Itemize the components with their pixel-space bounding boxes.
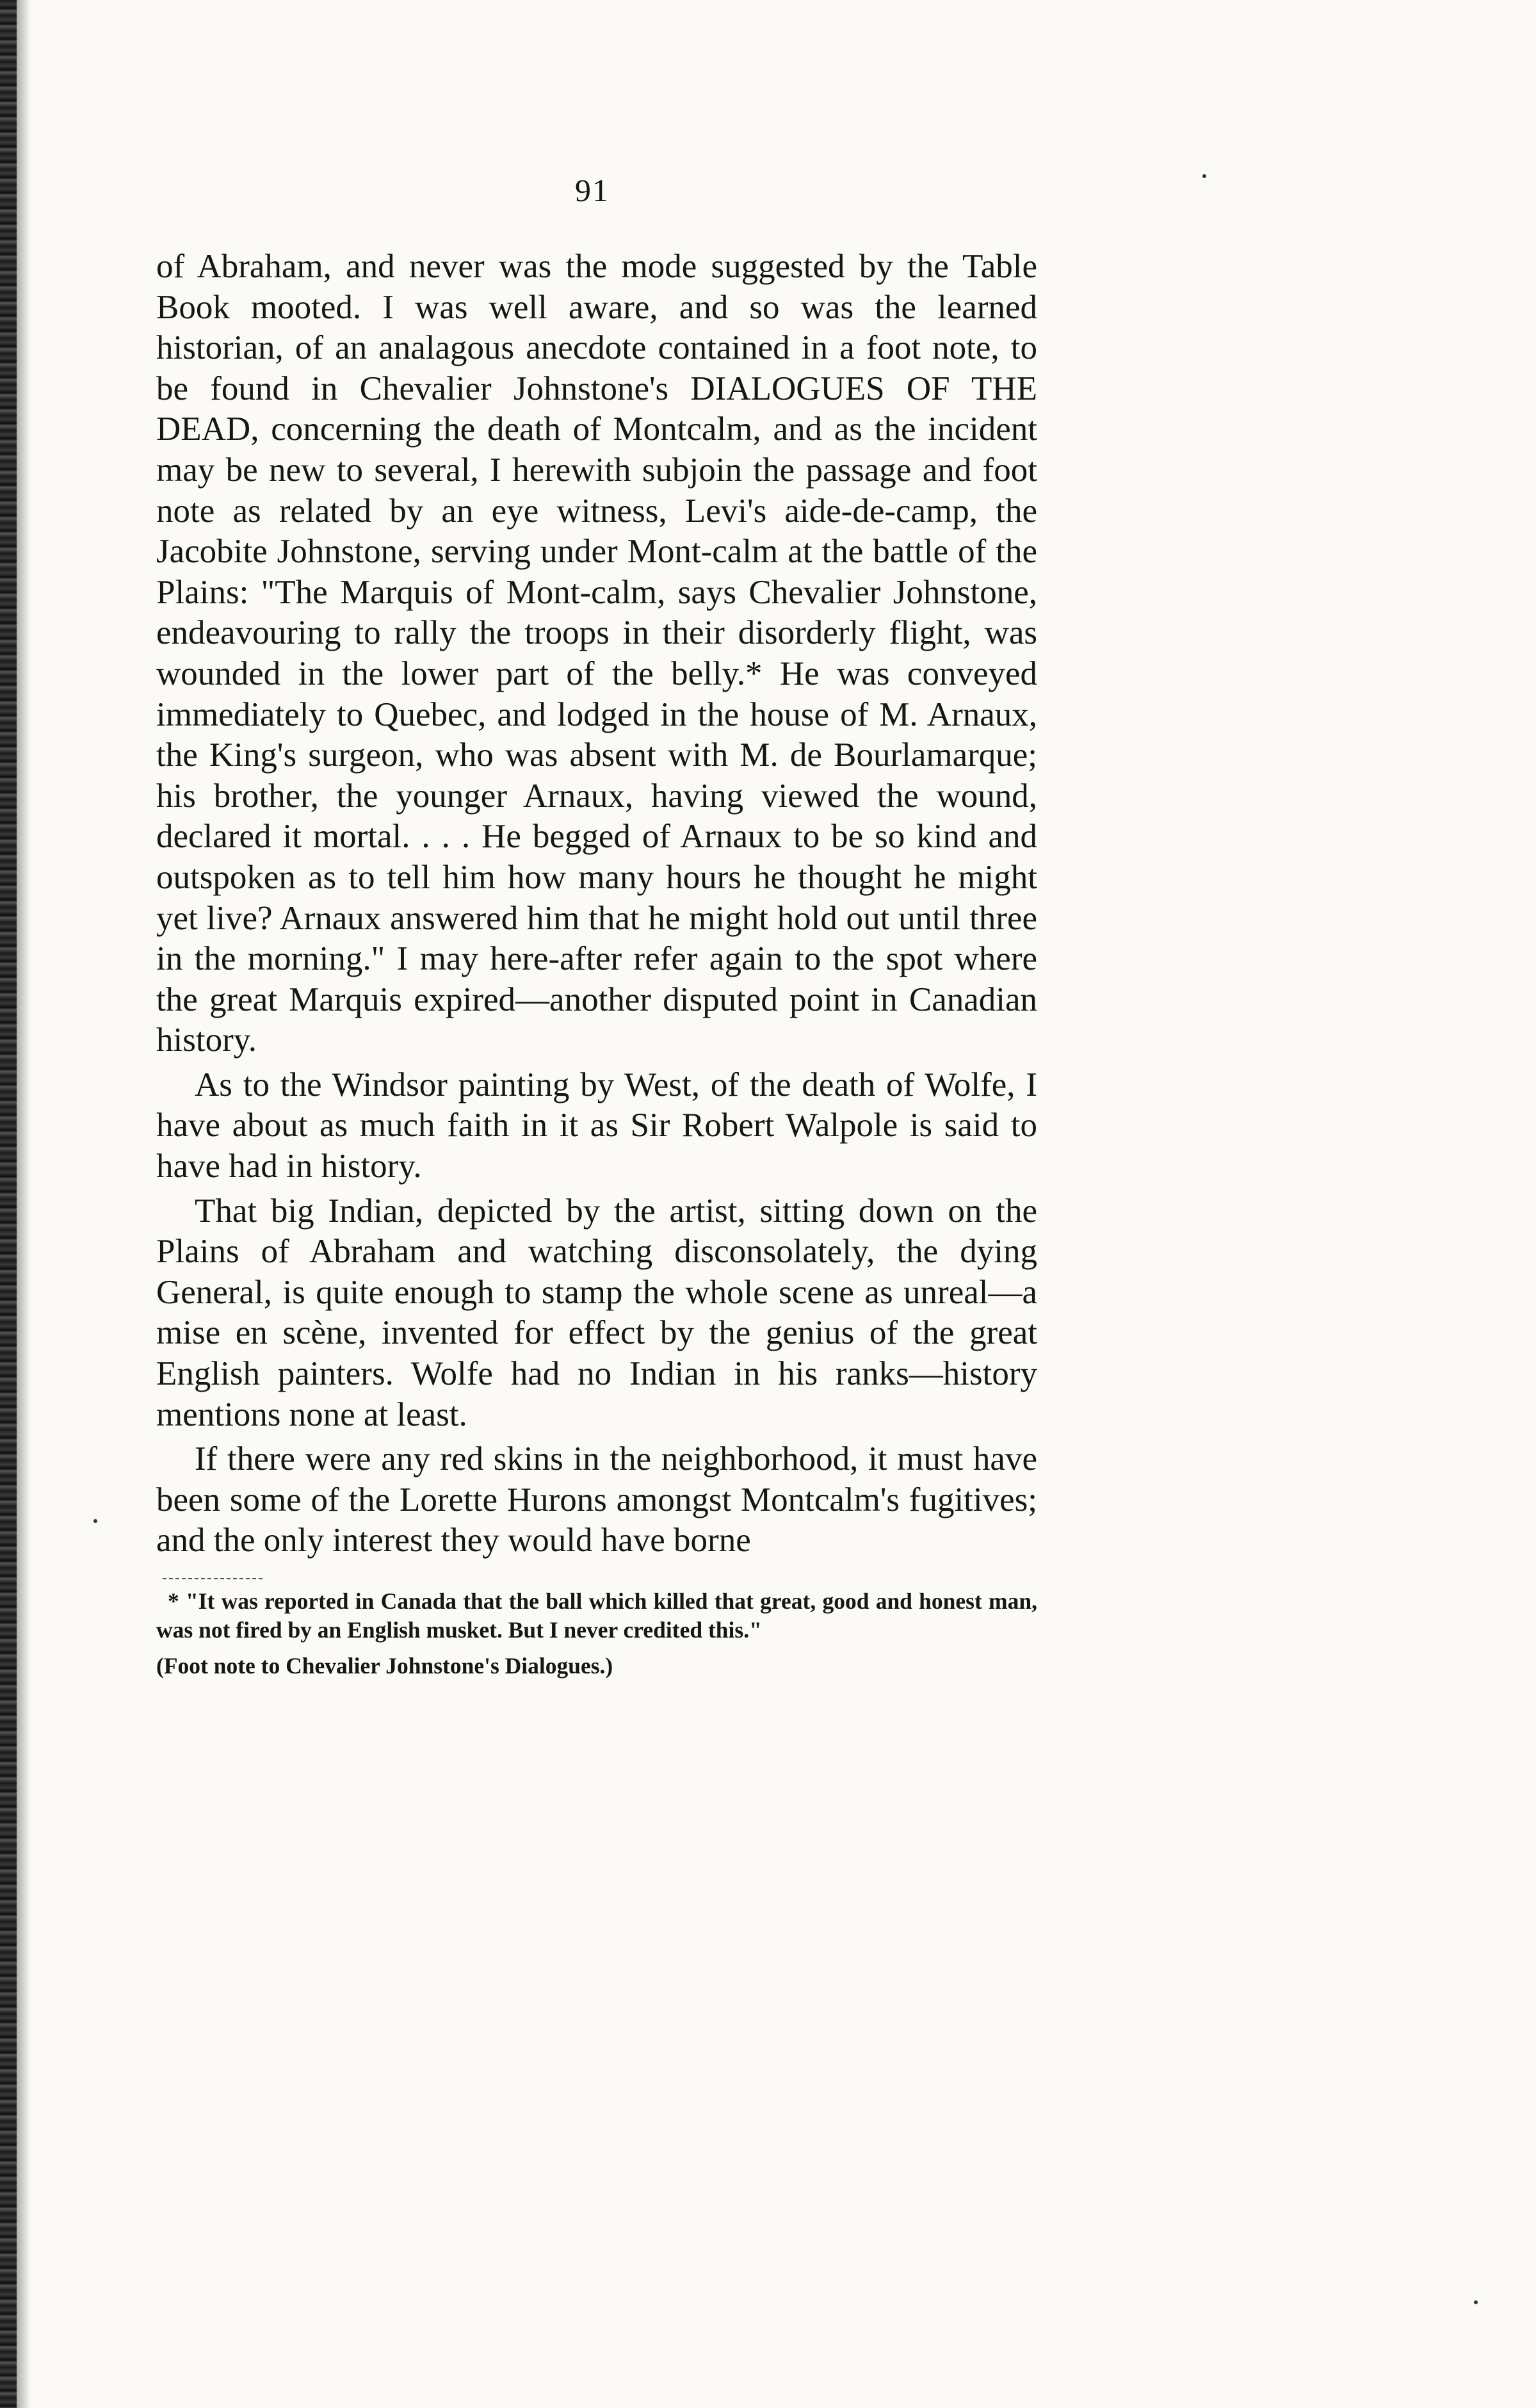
page-body <box>156 247 1037 1680</box>
speck <box>1202 174 1206 178</box>
paragraph: As to the Windsor painting by West, of the death of Wolfe, I have about as much faith in it as Sir Robert Walpole is said to have had in history. <box>156 1066 1037 1185</box>
footnote-rule <box>163 1578 263 1579</box>
book-binding-edge <box>0 0 17 2408</box>
paragraph: If there were any red skins in the neighborhood, it must have been some of the Lorette Hurons amongst Montcalm's fugitives; and the only interest they would have borne <box>156 1440 1037 1559</box>
paragraph: That big Indian, depicted by the artist, sitting down on the Plains of Abraham and watching disconsolately, the dying General, is quite enough to stamp the whole scene as unreal—a mise en scène, invented for effect by the genius of the great English painters. Wolfe had no Indian in his ranks—history mentions none at least. <box>156 1192 1037 1433</box>
speck <box>93 1519 97 1523</box>
speck <box>1474 2300 1478 2304</box>
footnote-source: (Foot note to Chevalier Johnstone's Dialogues.) <box>156 1653 613 1679</box>
footnote-text: * "It was reported in Canada that the ball which killed that great, good and honest man, was not fired by an English musket. But I never credited this." <box>156 1588 1037 1643</box>
page-number: 91 <box>575 172 610 208</box>
paragraph: of Abraham, and never was the mode suggested by the Table Book mooted. I was well aware, and so was the learned historian, of an analagous anecdote contained in a foot note, to be found in Chevalier Johnstone's DIALOGUES OF THE DEAD, concerning the death of Montcalm, and as the incident may be new to several, I herewith subjoin the passage and foot note as related by an eye witness, Levi's aide-de-camp, the Jacobite Johnstone, serving under Mont-calm at the battle of the Plains: "The Marquis of Mont-calm, says Chevalier Johnstone, endeavouring to rally the troops in their disorderly flight, was wounded in the lower part of the belly.* He was conveyed immediately to Quebec, and lodged in the house of M. Arnaux, the King's surgeon, who was absent with M. de Bourlamarque; his brother, the younger Arnaux, having viewed the wound, declared it mortal. . . . He begged of Arnaux to be so kind and outspoken as to tell him how many hours he thought he might yet live? Arnaux answered him that he might hold out until three in the morning." I may here-after refer again to the spot where the great Marquis expired—another disputed point in Canadian history. <box>156 248 1037 1059</box>
